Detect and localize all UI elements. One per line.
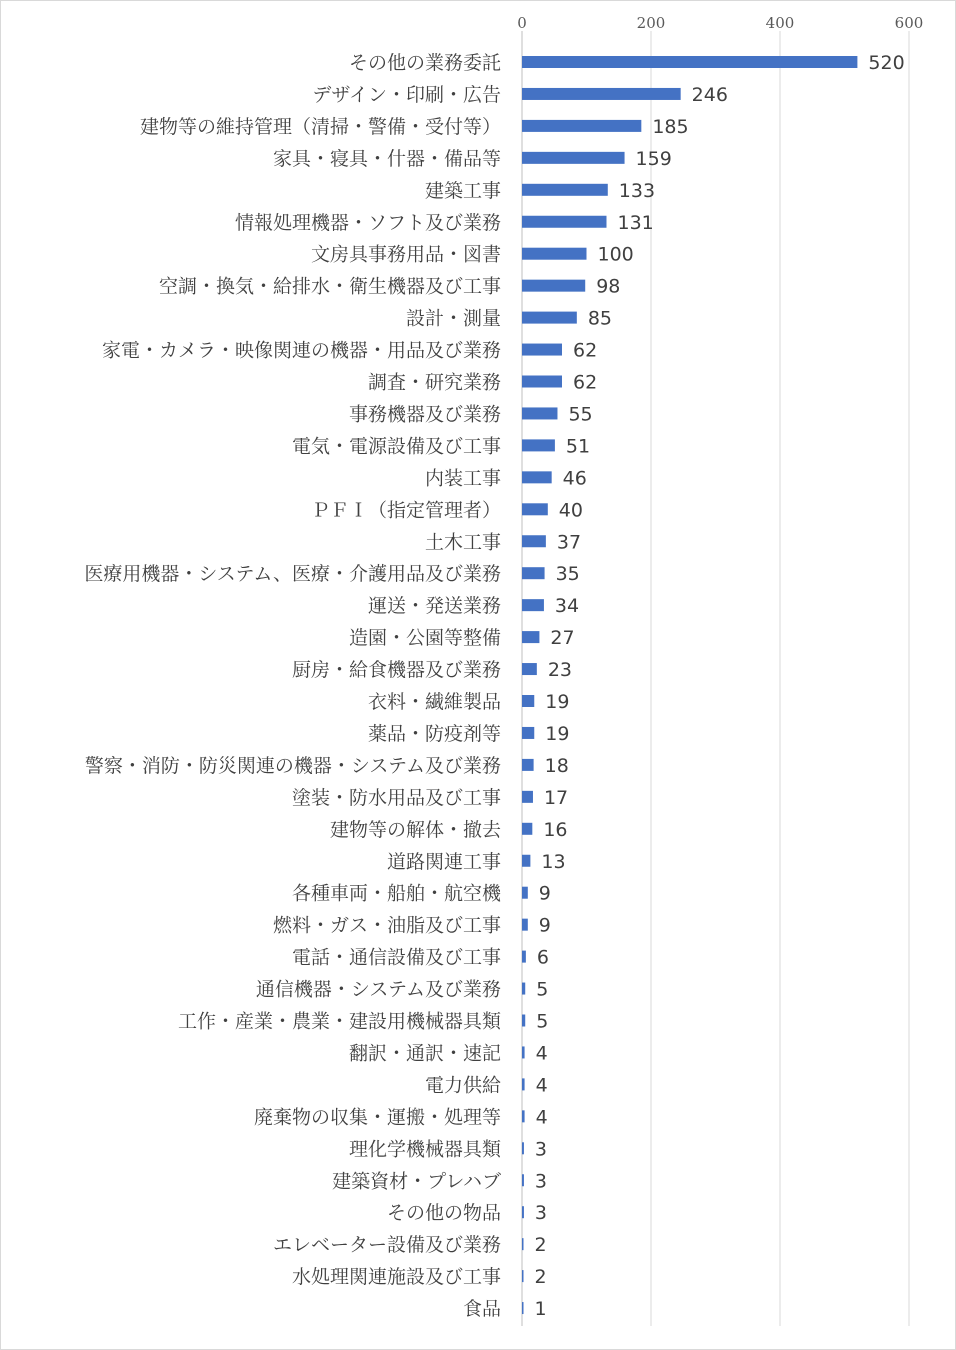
bar — [522, 951, 526, 963]
category-label: 造園・公園等整備 — [348, 627, 501, 650]
category-label: 各種車両・船舶・航空機 — [291, 882, 501, 905]
bar — [522, 567, 545, 579]
bar — [522, 855, 530, 867]
category-label: 土木工事 — [424, 531, 501, 554]
category-label: その他の業務委託 — [348, 52, 501, 74]
category-label: 建物等の解体・撤去 — [329, 818, 501, 841]
category-label: 電力供給 — [424, 1074, 501, 1097]
bar — [522, 344, 562, 356]
bar — [522, 1142, 524, 1154]
category-label: 電気・電源設備及び工事 — [291, 435, 501, 458]
category-label: 建物等の維持管理（清掃・警備・受付等） — [139, 115, 501, 138]
bar — [522, 439, 555, 451]
data-label: 4 — [535, 1074, 548, 1097]
data-label: 1 — [534, 1298, 547, 1321]
x-axis-ticks — [517, 14, 923, 32]
category-label: 建築工事 — [424, 179, 501, 202]
bar — [522, 791, 533, 803]
bar — [522, 535, 546, 547]
data-label: 131 — [617, 211, 654, 234]
bar — [522, 56, 857, 68]
category-label: 理化学機械器具類 — [348, 1138, 501, 1161]
bar — [522, 1174, 524, 1186]
bar — [522, 471, 552, 483]
bar — [522, 312, 577, 324]
category-label: 燃料・ガス・油脂及び工事 — [272, 914, 501, 937]
bar — [522, 919, 528, 931]
bar — [522, 407, 557, 419]
data-label: 133 — [618, 179, 656, 202]
data-label: 46 — [562, 467, 587, 490]
data-label: 185 — [652, 115, 689, 138]
bars — [522, 56, 857, 1314]
data-label: 35 — [555, 563, 580, 586]
x-tick-label: 600 — [894, 14, 924, 32]
bar — [522, 663, 537, 675]
data-label: 16 — [543, 818, 568, 841]
category-label: 設計・測量 — [405, 307, 501, 330]
category-label: デザイン・印刷・広告 — [312, 83, 501, 106]
bar — [522, 184, 608, 196]
category-label: 衣料・繊維製品 — [367, 691, 501, 713]
data-label: 246 — [691, 83, 728, 106]
bar — [522, 1078, 525, 1090]
category-labels — [84, 52, 502, 1320]
category-label: 厨房・給食機器及び業務 — [291, 659, 501, 682]
data-label: 9 — [538, 882, 551, 905]
bar — [522, 1238, 524, 1250]
category-label: 調査・研究業務 — [367, 371, 501, 394]
data-label: 19 — [545, 722, 570, 745]
category-label: 内装工事 — [424, 467, 501, 490]
data-label: 13 — [541, 850, 566, 873]
data-label: 51 — [565, 435, 591, 458]
data-label: 4 — [535, 1042, 548, 1065]
data-label: 27 — [550, 627, 575, 650]
bar — [522, 248, 587, 260]
bar — [522, 1110, 525, 1122]
category-label: 塗装・防水用品及び工事 — [291, 786, 501, 809]
data-label: 5 — [536, 1010, 549, 1033]
category-label: 薬品・防疫剤等 — [367, 722, 501, 745]
bar — [522, 152, 625, 164]
category-label: 医療用機器・システム、医療・介護用品及び業務 — [84, 563, 501, 586]
bar-chart — [1, 1, 955, 1349]
data-label: 2 — [534, 1266, 547, 1289]
data-label: 3 — [534, 1170, 548, 1193]
bar — [522, 599, 544, 611]
data-label: 159 — [635, 147, 672, 170]
data-label: 100 — [597, 243, 634, 266]
bar — [522, 1206, 524, 1218]
x-tick-label: 400 — [765, 14, 795, 32]
bar — [522, 727, 534, 739]
bar — [522, 823, 532, 835]
x-tick-label: 200 — [636, 14, 666, 32]
category-label: 事務機器及び業務 — [348, 403, 501, 426]
category-label: 電話・通信設備及び工事 — [291, 946, 501, 969]
category-label: 家具・寝具・什器・備品等 — [272, 147, 501, 170]
category-label: その他の物品 — [386, 1202, 501, 1225]
data-label: 18 — [544, 754, 569, 777]
category-label: 空調・換気・給排水・衛生機器及び工事 — [158, 275, 501, 298]
bar — [522, 983, 525, 995]
category-label: 家電・カメラ・映像関連の機器・用品及び業務 — [101, 339, 501, 362]
data-label: 62 — [572, 371, 598, 394]
data-label: 85 — [587, 307, 613, 330]
bar — [522, 280, 585, 292]
data-label: 34 — [554, 595, 580, 618]
data-label: 520 — [868, 52, 905, 74]
data-label: 6 — [536, 946, 549, 969]
category-label: 工作・産業・農業・建設用機械器具類 — [177, 1010, 501, 1033]
category-label: 通信機器・システム及び業務 — [255, 978, 501, 1001]
data-label: 5 — [536, 978, 549, 1001]
data-label: 19 — [545, 691, 570, 713]
data-label: 4 — [535, 1106, 548, 1129]
bar — [522, 1015, 525, 1027]
bar — [522, 1270, 524, 1282]
bar — [522, 88, 681, 100]
data-label: 98 — [596, 275, 621, 298]
data-label: 23 — [547, 659, 573, 682]
data-label: 62 — [572, 339, 598, 362]
bar — [522, 1302, 524, 1314]
category-label: 水処理関連施設及び工事 — [291, 1266, 501, 1289]
data-label: 37 — [556, 531, 582, 554]
bar — [522, 503, 548, 515]
category-label: エレベーター設備及び業務 — [272, 1234, 501, 1257]
data-labels — [535, 52, 905, 1320]
category-label: 食品 — [462, 1298, 501, 1321]
category-label: 警察・消防・防災関連の機器・システム及び業務 — [84, 754, 501, 777]
category-label: 情報処理機器・ソフト及び業務 — [234, 211, 501, 234]
bar — [522, 887, 528, 899]
category-label: 廃棄物の収集・運搬・処理等 — [253, 1106, 501, 1129]
category-label: 翻訳・通訳・速記 — [348, 1042, 501, 1065]
category-label: 運送・発送業務 — [367, 595, 501, 618]
bar — [522, 631, 539, 643]
bar — [522, 376, 562, 388]
bar — [522, 216, 606, 228]
category-label: 道路関連工事 — [386, 850, 501, 873]
category-label: ＰＦＩ（指定管理者） — [310, 499, 501, 522]
x-tick-label: 0 — [517, 14, 527, 32]
bar — [522, 120, 641, 132]
data-label: 2 — [534, 1234, 547, 1257]
category-label: 文房具事務用品・図書 — [310, 243, 501, 266]
bar — [522, 759, 534, 771]
data-label: 17 — [543, 786, 569, 809]
data-label: 55 — [568, 403, 593, 426]
data-label: 3 — [534, 1202, 548, 1225]
data-label: 9 — [538, 914, 551, 937]
category-label: 建築資材・プレハブ — [332, 1170, 501, 1193]
bar — [522, 1046, 525, 1058]
data-label: 40 — [558, 499, 583, 522]
data-label: 3 — [534, 1138, 548, 1161]
bar — [522, 695, 534, 707]
